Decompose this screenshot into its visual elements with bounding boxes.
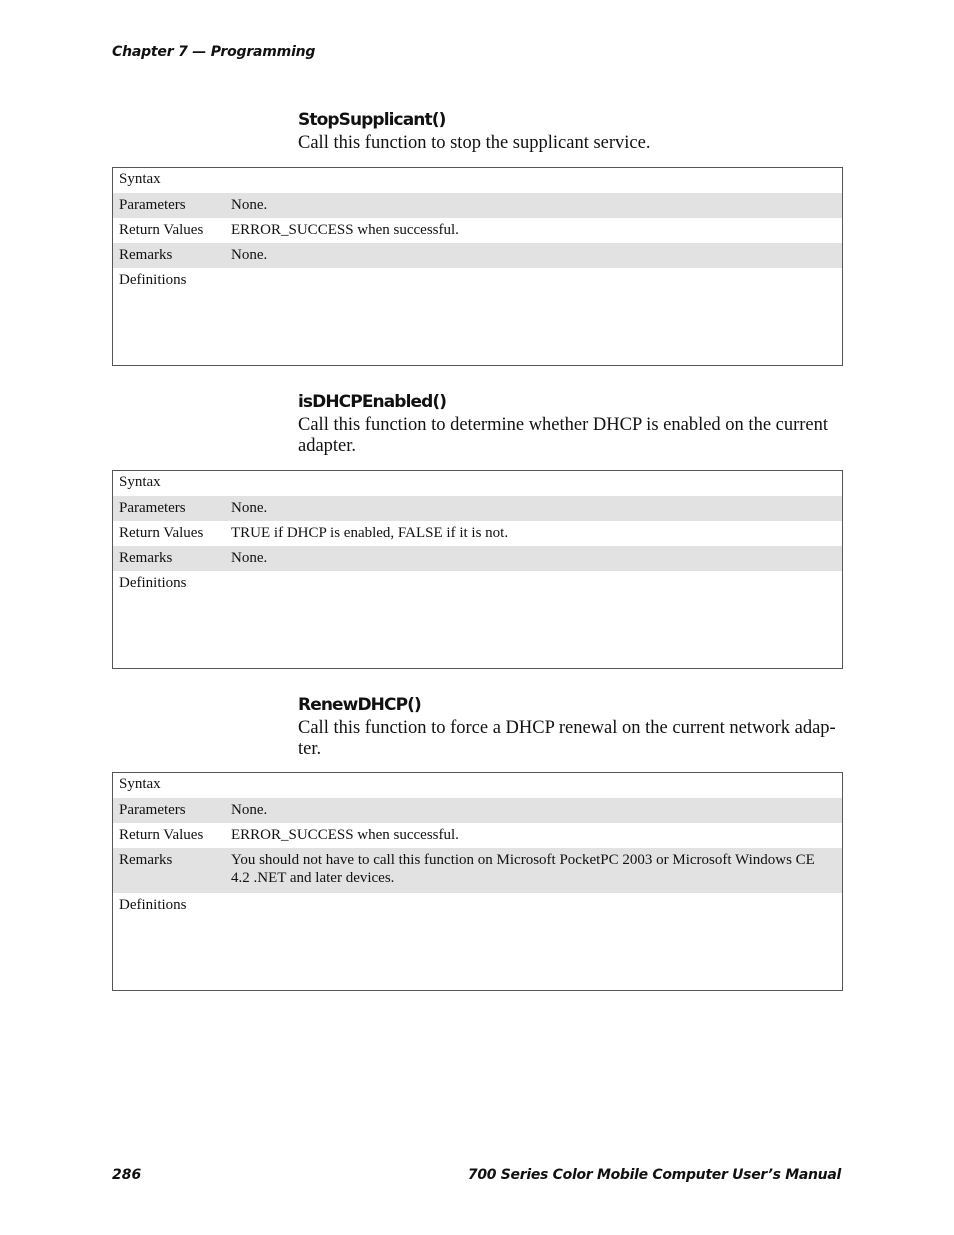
- table-row-remarks: [113, 546, 842, 571]
- section-title-renewdhcp: RenewDHCP(): [298, 695, 421, 715]
- section-title-isdhcpenabled: isDHCPEnabled(): [298, 392, 447, 412]
- function-table-renewdhcp: [112, 772, 843, 991]
- function-table-isdhcpenabled: [112, 470, 843, 669]
- table-row-syntax: [113, 773, 842, 798]
- table-row-return-values: [113, 218, 842, 243]
- parameters-value: None.: [231, 802, 268, 818]
- table-row-remarks: [113, 243, 842, 268]
- table-row-parameters: [113, 496, 842, 521]
- row-label-definitions: Definitions: [119, 897, 187, 913]
- section-description-isdhcpenabled: Call this function to determine whether DHCP is enabled on the current adapter.: [298, 415, 829, 456]
- remarks-value: None.: [231, 550, 268, 566]
- table-row-return-values: [113, 823, 842, 848]
- row-label-syntax: Syntax: [119, 171, 161, 187]
- chapter-header: Chapter 7 — Programming: [112, 44, 316, 60]
- row-label-syntax: Syntax: [119, 474, 161, 490]
- table-row-syntax: [113, 168, 842, 193]
- row-label-return-values: Return Values: [119, 222, 204, 238]
- row-label-return-values: Return Values: [119, 827, 204, 843]
- manual-title: 700 Series Color Mobile Computer User’s Manual: [467, 1167, 841, 1183]
- row-label-definitions: Definitions: [119, 575, 187, 591]
- row-label-return-values: Return Values: [119, 525, 204, 541]
- row-label-syntax: Syntax: [119, 776, 161, 792]
- table-row-definitions: [113, 268, 842, 365]
- function-table-stopsupplicant: [112, 167, 843, 366]
- table-row-return-values: [113, 521, 842, 546]
- row-label-definitions: Definitions: [119, 272, 187, 288]
- remarks-value: You should not have to call this function on Microsoft PocketPC 2003 or Microsoft Windows CE 4.2 .NET and later devices.: [231, 852, 815, 886]
- section-description-renewdhcp: Call this function to force a DHCP renewal on the current network adap-ter.: [298, 718, 836, 759]
- return-values-value: ERROR_SUCCESS when successful.: [231, 827, 459, 843]
- parameters-value: None.: [231, 197, 268, 213]
- table-row-syntax: [113, 471, 842, 496]
- table-row-parameters: [113, 193, 842, 218]
- page-number: 286: [112, 1167, 142, 1183]
- row-label-remarks: Remarks: [119, 550, 173, 566]
- table-row-definitions: [113, 893, 842, 990]
- section-title-stopsupplicant: StopSupplicant(): [298, 110, 446, 130]
- row-label-remarks: Remarks: [119, 247, 173, 263]
- table-row-definitions: [113, 571, 842, 668]
- row-label-remarks: Remarks: [119, 852, 173, 868]
- row-label-parameters: Parameters: [119, 802, 186, 818]
- return-values-value: TRUE if DHCP is enabled, FALSE if it is not.: [231, 525, 509, 541]
- remarks-value: None.: [231, 247, 268, 263]
- row-label-parameters: Parameters: [119, 500, 186, 516]
- table-row-parameters: [113, 798, 842, 823]
- section-description-stopsupplicant: Call this function to stop the supplicant service.: [298, 133, 651, 153]
- return-values-value: ERROR_SUCCESS when successful.: [231, 222, 459, 238]
- table-row-remarks: [113, 848, 842, 893]
- row-label-parameters: Parameters: [119, 197, 186, 213]
- parameters-value: None.: [231, 500, 268, 516]
